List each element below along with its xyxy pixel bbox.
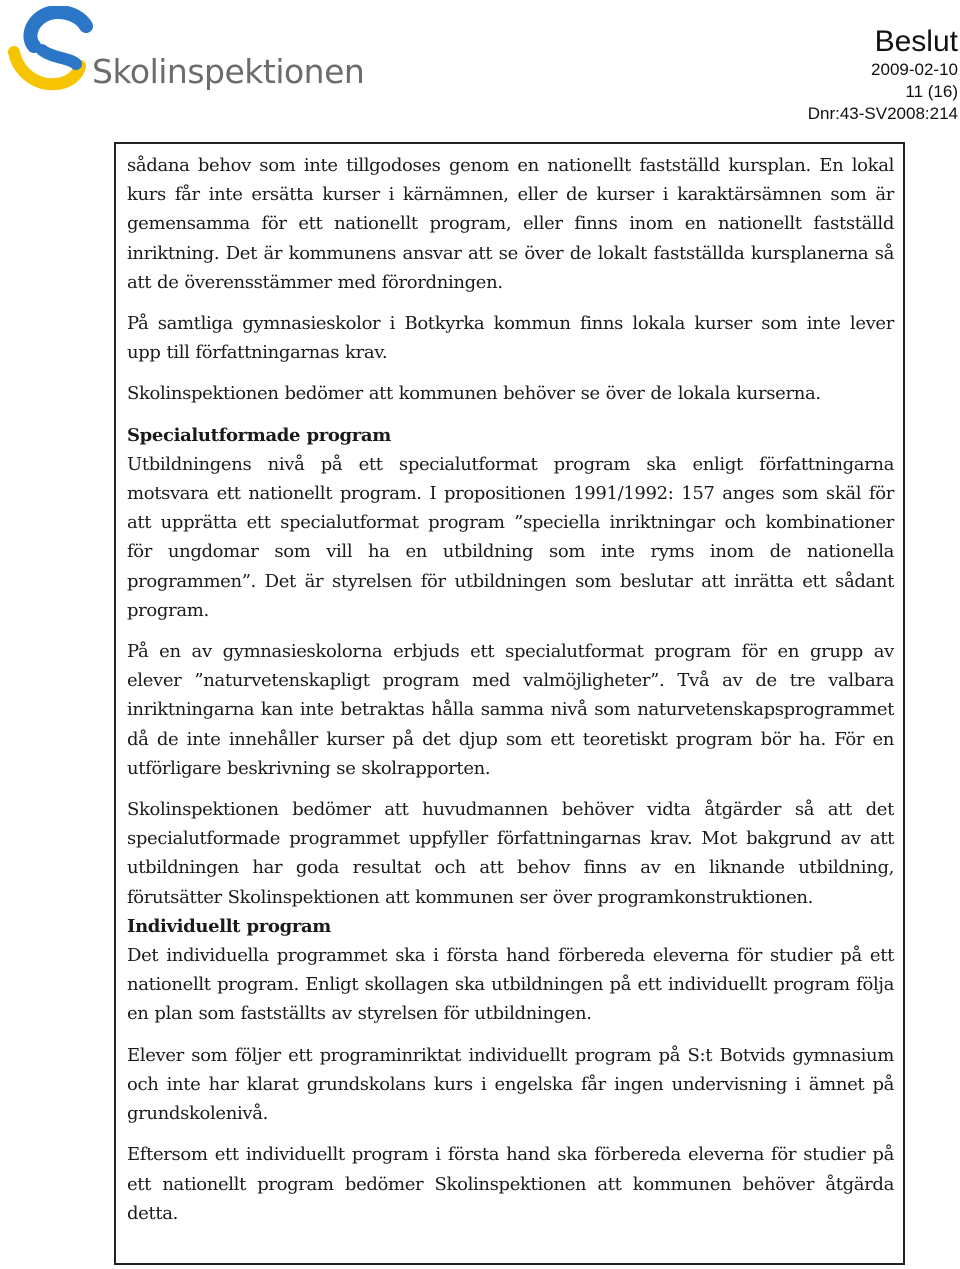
document-date: 2009-02-10 xyxy=(871,60,958,79)
paragraph: Skolinspektionen bedömer att kommunen behöver se över de lokala kurserna. xyxy=(127,383,821,405)
page-number: 11 (16) xyxy=(905,82,958,101)
paragraph: På samtliga gymnasieskolor i Botkyrka kommun finns lokala kurser som inte lever upp till författningarnas krav. xyxy=(127,313,894,364)
paragraph: Skolinspektionen bedömer att huvudmannen behöver vidta åtgärder så att det specialutformade programmet uppfyller författningarnas krav. Mot bakgrund av att utbildningen har goda resultat och att behov finns av en liknande utbildning, förutsätter Skolinspektionen att kommunen ser över programkonstruktionen. xyxy=(127,799,894,908)
section-heading-individuellt: Individuellt program xyxy=(127,915,331,937)
reference-number: Dnr:43-SV2008:214 xyxy=(807,104,958,123)
document-header xyxy=(808,25,958,125)
paragraph: sådana behov som inte tillgodoses genom en nationellt fastställd kursplan. En lokal kurs får inte ersätta kurser i kärnämnen, eller de kurser i karaktärsämnen som är gemensamma för ett nationellt program, eller finns inom en nationellt fastställd inriktning. Det är kommunens ansvar att se över de lokalt fastställda kursplanerna så att de överensstämmer med förordningen. xyxy=(127,155,894,293)
paragraph: Utbildningens nivå på ett specialutformat program ska enligt författningarna motsvara ett nationellt program. I propositionen 1991/1992: 157 anges som skäl för att upprätta ett specialutformat program ”speciella inriktningar och kombinationer för ungdomar som vill ha en utbildning som inte ryms inom de nationella programmen”. Det är styrelsen för utbildningen som beslutar att inrätta ett sådant program. xyxy=(127,453,894,621)
paragraph: Eftersom ett individuellt program i första hand ska förbereda eleverna för studier på ett nationellt program bedömer Skolinspektionen att kommunen behöver åtgärda detta. xyxy=(127,1144,894,1224)
section-heading-specialutformade: Specialutformade program xyxy=(127,424,391,446)
paragraph: Det individuella programmet ska i första hand förbereda eleverna för studier på ett nationellt program. Enligt skollagen ska utbildningen på ett individuellt program följa en plan som fastställts av styrelsen för utbildningen. xyxy=(127,945,894,1025)
paragraph: På en av gymnasieskolorna erbjuds ett specialutformat program för en grupp av elever ”naturvetenskapligt program med valmöjligheter”. Två av de tre valbara inriktningarna kan inte betraktas hålla samma nivå som naturvetenskapsprogrammet då de inte innehåller kurser på det djup som ett teoretiskt program bör ha. För en utförligare beskrivning se skolrapporten. xyxy=(127,641,894,779)
logo-mark-icon xyxy=(6,6,96,92)
document-body xyxy=(127,151,894,1240)
document-type: Beslut xyxy=(874,25,958,58)
skolinspektionen-logo xyxy=(6,6,365,92)
logo-wordmark: Skolinspektionen xyxy=(92,52,365,91)
paragraph: Elever som följer ett programinriktat individuellt program på S:t Botvids gymnasium och inte har klarat grundskolans kurs i engelska får ingen undervisning i ämnet på grundskolenivå. xyxy=(127,1044,894,1125)
